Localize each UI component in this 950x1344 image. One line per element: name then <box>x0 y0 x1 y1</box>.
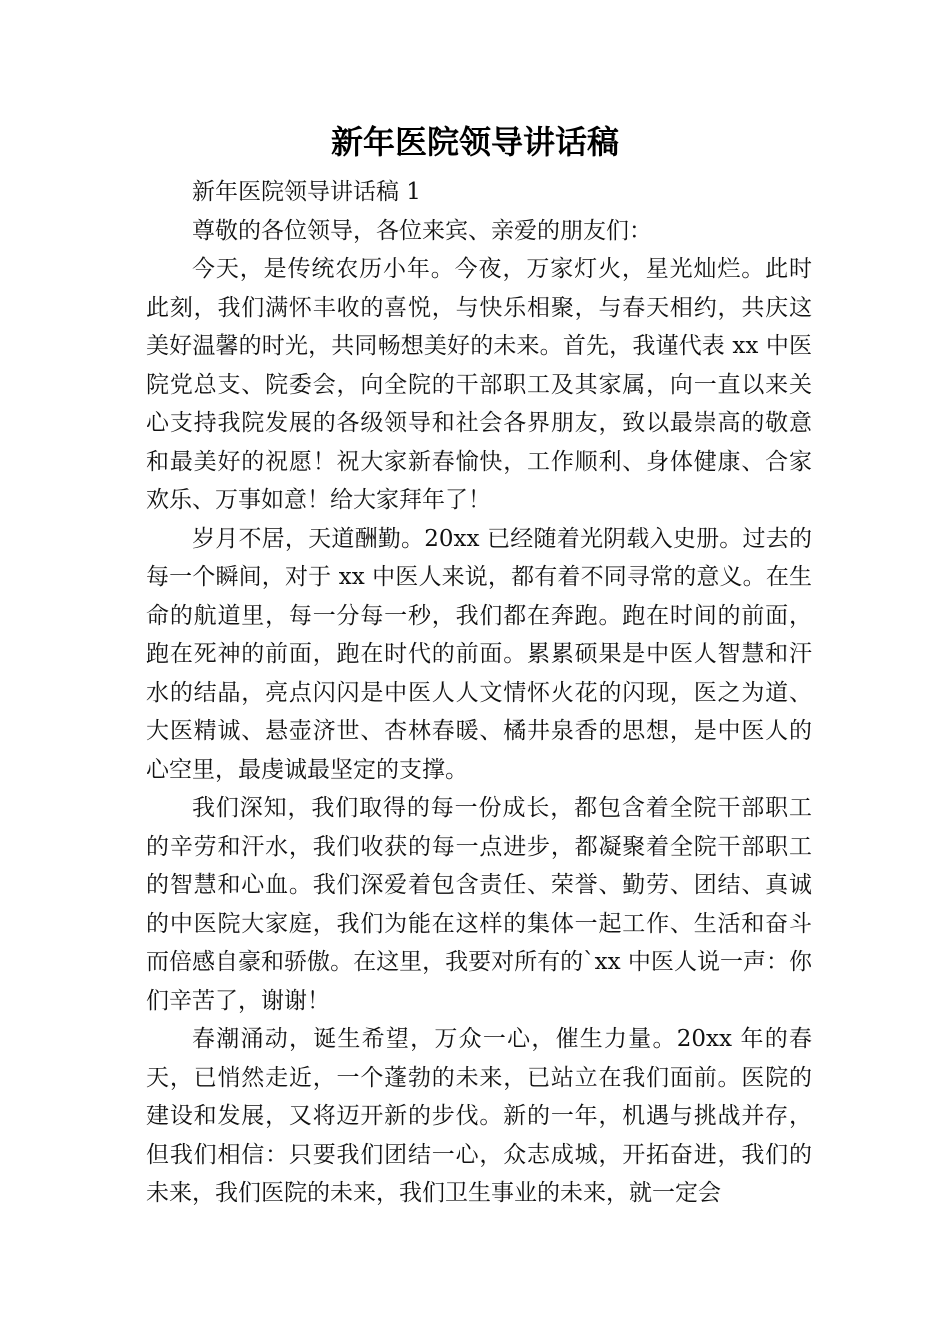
salutation: 尊敬的各位领导，各位来宾、亲爱的朋友们： <box>192 217 652 244</box>
body-paragraph: 岁月不居，天道酬勤。20xx 已经随着光阴载入史册。过去的每一个瞬间，对于 xx 中医人来说，都有着不同寻常的意义。在生命的航道里，每一分每一秒，我们都在奔跑。跑在时间的前面，跑在死神的前面，跑在时代的前面。累累硕果是中医人智慧和汗水的结晶，亮点闪闪是中医人人文情怀火花的闪现，医之为道、大医精诚、悬壶济世、杏林春暖、橘井泉香的思想，是中医人的心空里，最虔诚最坚定的支撑。 <box>146 525 812 783</box>
body-paragraph: 今天，是传统农历小年。今夜，万家灯火，星光灿烂。此时此刻，我们满怀丰收的喜悦，与快乐相聚，与春天相约，共庆这美好温馨的时光，共同畅想美好的未来。首先，我谨代表 xx 中医院党总支、院委会，向全院的干部职工及其家属，向一直以来关心支持我院发展的各级领导和社会各界朋友，致以最崇高的敬意和最美好的祝愿！祝大家新春愉快，工作顺利、身体健康、合家欢乐、万事如意！给大家拜年了！ <box>146 256 812 513</box>
document-body <box>146 173 812 1213</box>
body-paragraph: 我们深知，我们取得的每一份成长，都包含着全院干部职工的辛劳和汗水，我们收获的每一点进步，都凝聚着全院干部职工的智慧和心血。我们深爱着包含责任、荣誉、勤劳、团结、真诚的中医院大家庭，我们为能在这样的集体一起工作、生活和奋斗而倍感自豪和骄傲。在这里，我要对所有的`xx 中医人说一声：你们辛苦了，谢谢！ <box>146 795 812 1014</box>
section-heading: 新年医院领导讲话稿 1 <box>192 179 421 205</box>
document-title: 新年医院领导讲话稿 <box>330 123 619 161</box>
body-paragraph: 春潮涌动，诞生希望，万众一心，催生力量。20xx 年的春天，已悄然走近，一个蓬勃的未来，已站立在我们面前。医院的建设和发展，又将迈开新的步伐。新的一年，机遇与挑战并存，但我们相信：只要我们团结一心，众志成城，开拓奋进，我们的未来，我们医院的未来，我们卫生事业的未来，就一定会 <box>146 1026 812 1206</box>
